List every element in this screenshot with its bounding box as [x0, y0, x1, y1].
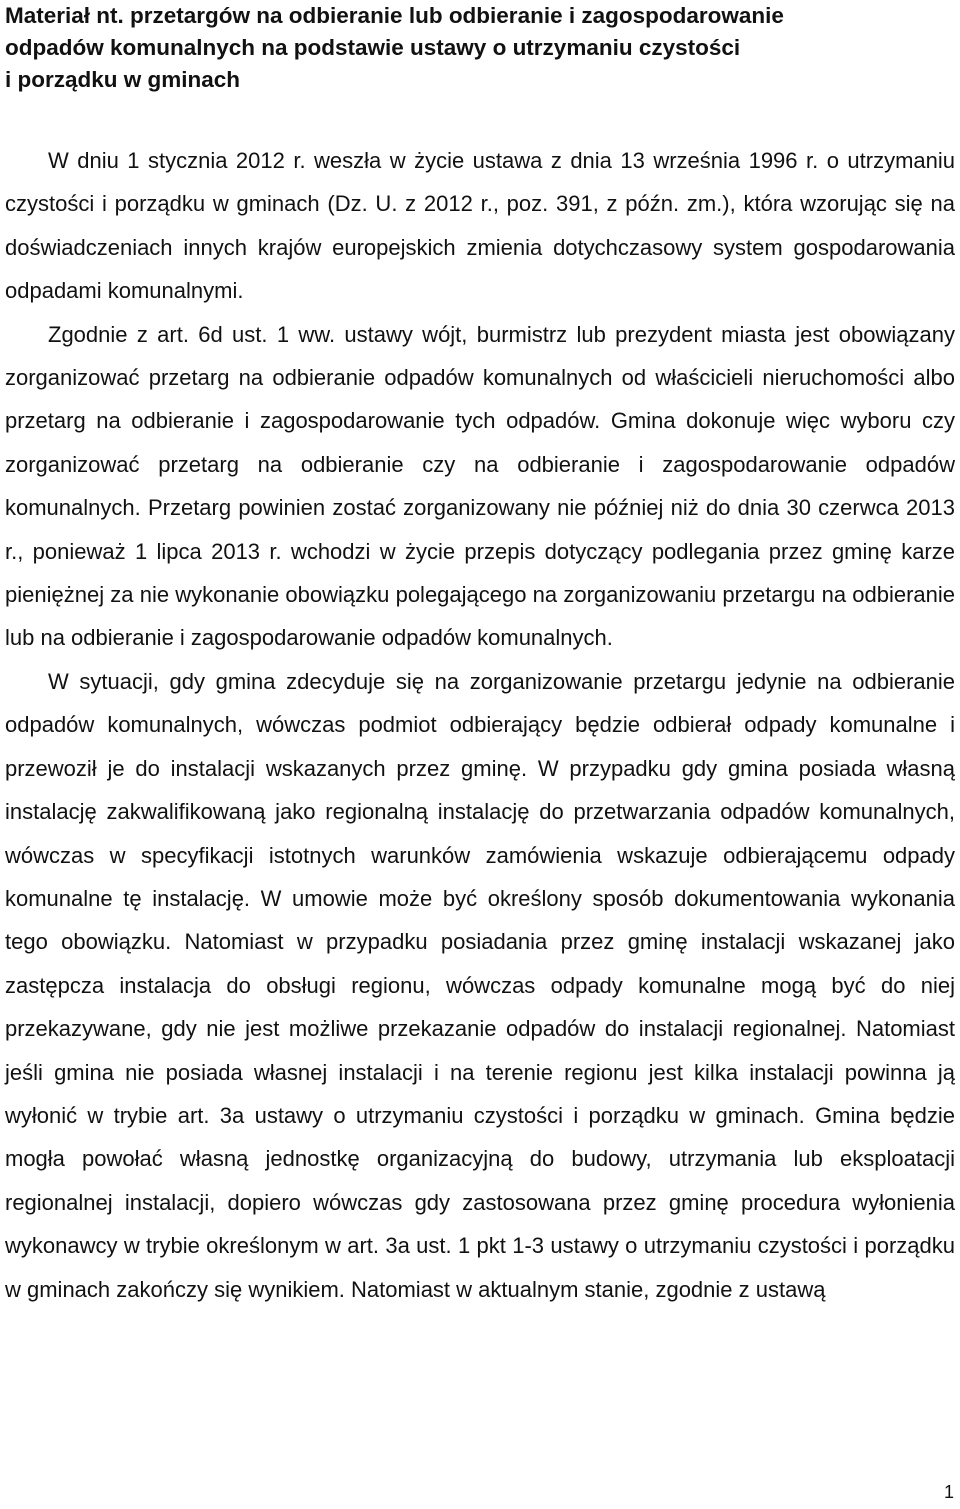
page-number: 1 — [943, 1482, 954, 1502]
paragraph: Zgodnie z art. 6d ust. 1 ww. ustawy wójt, burmistrz lub prezydent miasta jest obowiązany zorganizować przetarg na odbieranie odpadów komunalnych od właścicieli nieruchomości albo przetarg na odbieranie i zagospodarowanie tych odpadów. Gmina dokonuje więc wyboru czy zorganizować przetarg na odbieranie czy na odbieranie i zagospodarowanie odpadów komunalnych. Przetarg powinien zostać zorganizowany nie później niż do dnia 30 czerwca 2013 r., ponieważ 1 lipca 2013 r. wchodzi w życie przepis dotyczący podlegania przez gminę karze pieniężnej za nie wykonanie obowiązku polegającego na zorganizowaniu przetargu na odbieranie lub na odbieranie i zagospodarowanie odpadów komunalnych. — [5, 321, 955, 651]
document-page — [5, 0, 955, 1311]
paragraph: W sytuacji, gdy gmina zdecyduje się na zorganizowanie przetargu jedynie na odbieranie odpadów komunalnych, wówczas podmiot odbierający będzie odbierał odpady komunalne i przewoził je do instalacji wskazanych przez gminę. W przypadku gdy gmina posiada własną instalację zakwalifikowaną jako regionalną instalację do przetwarzania odpadów komunalnych, wówczas w specyfikacji istotnych warunków zamówienia wskazuje odbierającemu odpady komunalne tę instalację. W umowie może być określony sposób dokumentowania wykonania tego obowiązku. Natomiast w przypadku posiadania przez gminę instalacji wskazanej jako zastępcza instalacja do obsługi regionu, wówczas odpady komunalne mogą być do niej przekazywane, gdy nie jest możliwe przekazanie odpadów do instalacji regionalnej. Natomiast jeśli gmina nie posiada własnej instalacji i na terenie regionu jest kilka instalacji powinna ją wyłonić w trybie art. 3a ustawy o utrzymaniu czystości i porządku w gminach. Gmina będzie mogła powołać własną jednostkę organizacyjną do budowy, utrzymania lub eksploatacji regionalnej instalacji, dopiero wówczas gdy zastosowana przez gminę procedura wyłonienia wykonawcy w trybie określonym w art. 3a ust. 1 pkt 1-3 ustawy o utrzymaniu czystości i porządku w gminach zakończy się wynikiem. Natomiast w aktualnym stanie, zgodnie z ustawą — [5, 668, 955, 1302]
title-line: Materiał nt. przetargów na odbieranie lub odbieranie i zagospodarowanie — [5, 3, 784, 28]
document-title — [5, 0, 955, 96]
paragraph: W dniu 1 stycznia 2012 r. weszła w życie ustawa z dnia 13 września 1996 r. o utrzymaniu czystości i porządku w gminach (Dz. U. z 2012 r., poz. 391, z późn. zm.), która wzorując się na doświadczeniach innych krajów europejskich zmienia dotychczasowy system gospodarowania odpadami komunalnymi. — [5, 148, 955, 304]
title-line: i porządku w gminach — [5, 67, 241, 92]
document-body — [5, 139, 955, 1311]
title-line: odpadów komunalnych na podstawie ustawy o utrzymaniu czystości — [5, 35, 741, 60]
